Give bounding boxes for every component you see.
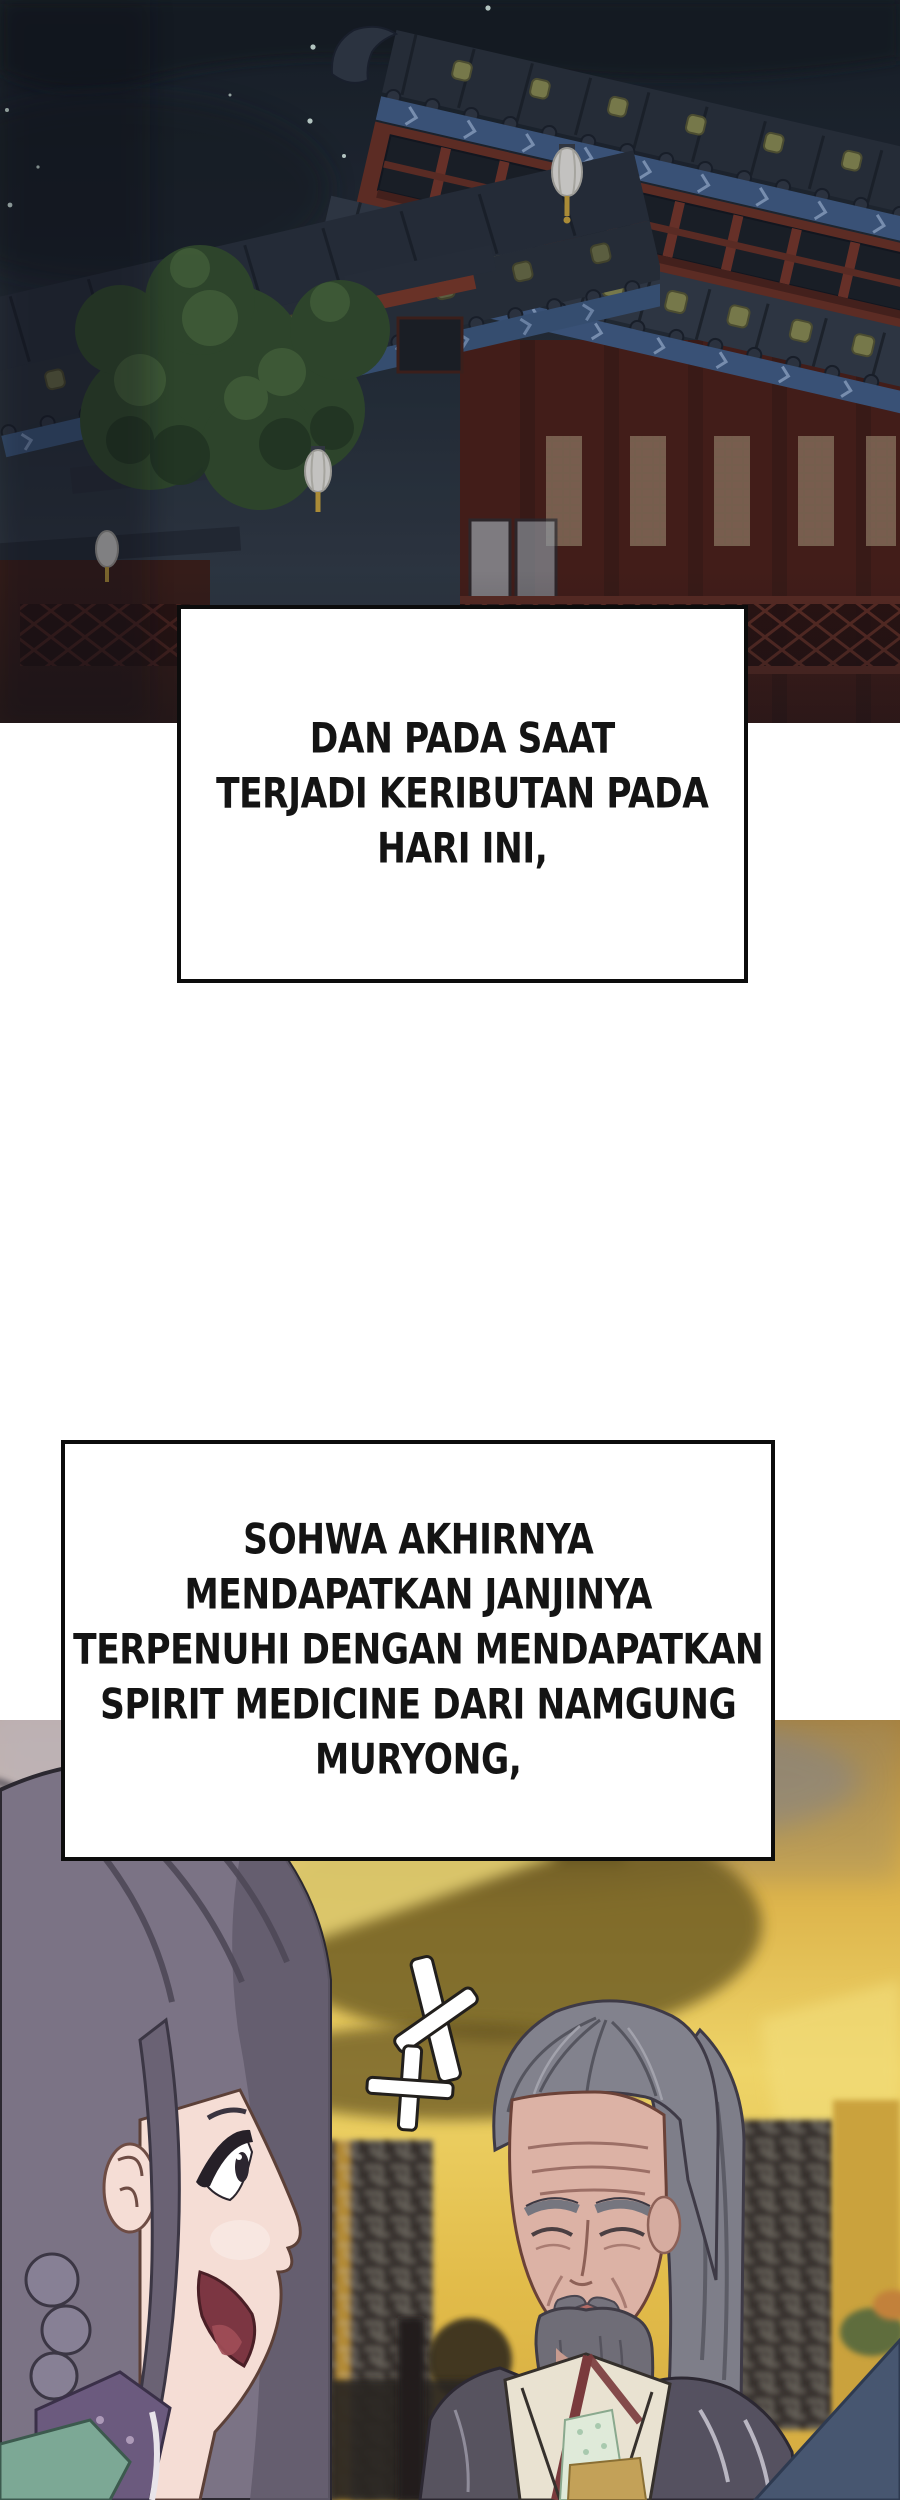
narration-line: DAN PADA SAAT [309,714,616,763]
narration-line: SPIRIT MEDICINE DARI NAMGUNG [99,1681,737,1730]
girl-character [0,1763,330,2500]
narration-text [216,711,708,876]
narration-line: MURYONG, [314,1736,522,1785]
narration-line: TERJADI KERIBUTAN PADA [216,769,709,818]
narration-line: MENDAPATKAN JANJINYA [184,1570,652,1619]
narration-box-2 [61,1440,775,1861]
narration-line: SOHWA AKHIRNYA [242,1515,594,1564]
narration-line: HARI INI, [377,824,548,873]
narration-text [73,1513,763,1789]
narration-box-1 [177,605,748,983]
narration-line: TERPENUHI DENGAN MENDAPATKAN [72,1626,764,1674]
